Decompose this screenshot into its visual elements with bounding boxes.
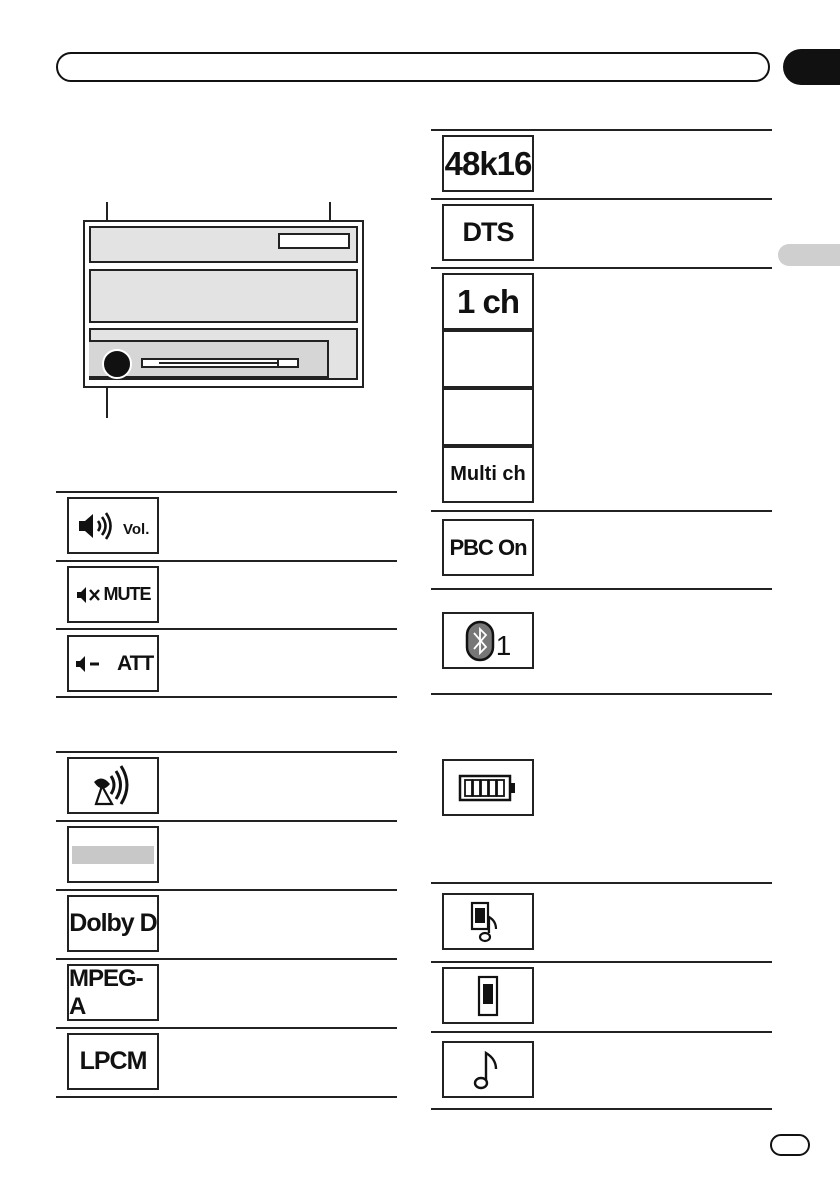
pbc-label: PBC On	[449, 534, 527, 560]
channel-indicator-blank	[442, 388, 534, 446]
channel-1-label: 1 ch	[456, 282, 520, 320]
table-rule	[56, 751, 397, 753]
phone-music-icon	[466, 899, 510, 945]
music-indicator	[442, 1041, 534, 1098]
att-indicator	[67, 635, 159, 692]
table-rule	[56, 889, 397, 891]
table-rule	[431, 267, 772, 269]
mpeg-indicator	[67, 964, 159, 1021]
mute-indicator	[67, 566, 159, 623]
phone-icon	[474, 973, 502, 1019]
dts-label: DTS	[462, 217, 514, 247]
table-rule	[56, 696, 397, 698]
callout-line-1	[106, 202, 108, 222]
table-rule	[431, 1031, 772, 1033]
page-number-pill	[770, 1134, 810, 1156]
rate-label: 48k16	[444, 144, 532, 182]
display-circle-indicator	[102, 349, 132, 379]
table-rule	[431, 198, 772, 200]
grey-indicator	[67, 826, 159, 883]
music-note-icon	[470, 1047, 506, 1093]
dts-indicator	[442, 204, 534, 261]
volume-label: Vol.	[123, 521, 150, 538]
table-rule	[56, 628, 397, 630]
table-rule	[56, 820, 397, 822]
pbc-indicator	[442, 519, 534, 576]
display-section-top	[89, 226, 358, 263]
speaker-minus-icon	[75, 654, 105, 674]
channel-multi-indicator	[442, 446, 534, 503]
table-rule	[56, 1096, 397, 1098]
signal-indicator	[67, 757, 159, 814]
table-rule	[56, 491, 397, 493]
callout-line-3	[106, 386, 108, 418]
phone-indicator	[442, 967, 534, 1024]
table-rule	[431, 129, 772, 131]
lpcm-label: LPCM	[79, 1047, 147, 1075]
channel-1-indicator	[442, 273, 534, 330]
table-rule	[431, 588, 772, 590]
display-section-bottom	[89, 328, 358, 380]
mpeg-label: MPEG-A	[69, 964, 143, 1020]
rate-indicator	[442, 135, 534, 192]
speaker-off-icon	[76, 585, 104, 605]
table-rule	[431, 693, 772, 695]
table-rule	[56, 560, 397, 562]
satellite-signal-icon	[88, 764, 138, 808]
table-rule	[431, 882, 772, 884]
table-rule	[431, 1108, 772, 1110]
display-progress-bar	[141, 358, 299, 368]
table-rule	[56, 958, 397, 960]
dolby-indicator	[67, 895, 159, 952]
channel-multi-label: Multi ch	[450, 463, 526, 485]
channel-indicator-blank	[442, 330, 534, 388]
bluetooth-indicator	[442, 612, 534, 669]
volume-indicator	[67, 497, 159, 554]
chapter-tab	[783, 49, 840, 85]
display-section-middle	[89, 269, 358, 323]
table-rule	[56, 1027, 397, 1029]
display-indicator-box	[278, 233, 350, 249]
mute-label: MUTE	[103, 584, 151, 604]
bluetooth-number: 1	[495, 629, 512, 661]
display-diagram	[83, 220, 364, 388]
table-rule	[431, 510, 772, 512]
att-label: ATT	[117, 651, 154, 675]
chapter-header-bar	[56, 52, 770, 82]
table-rule	[431, 961, 772, 963]
section-side-tab	[778, 244, 840, 266]
grey-bar	[72, 846, 154, 864]
battery-icon	[458, 774, 518, 802]
bluetooth-icon	[465, 620, 495, 662]
speaker-icon	[77, 511, 117, 541]
battery-indicator	[442, 759, 534, 816]
lpcm-indicator	[67, 1033, 159, 1090]
phone-audio-indicator	[442, 893, 534, 950]
dolby-label: Dolby D	[69, 909, 157, 937]
